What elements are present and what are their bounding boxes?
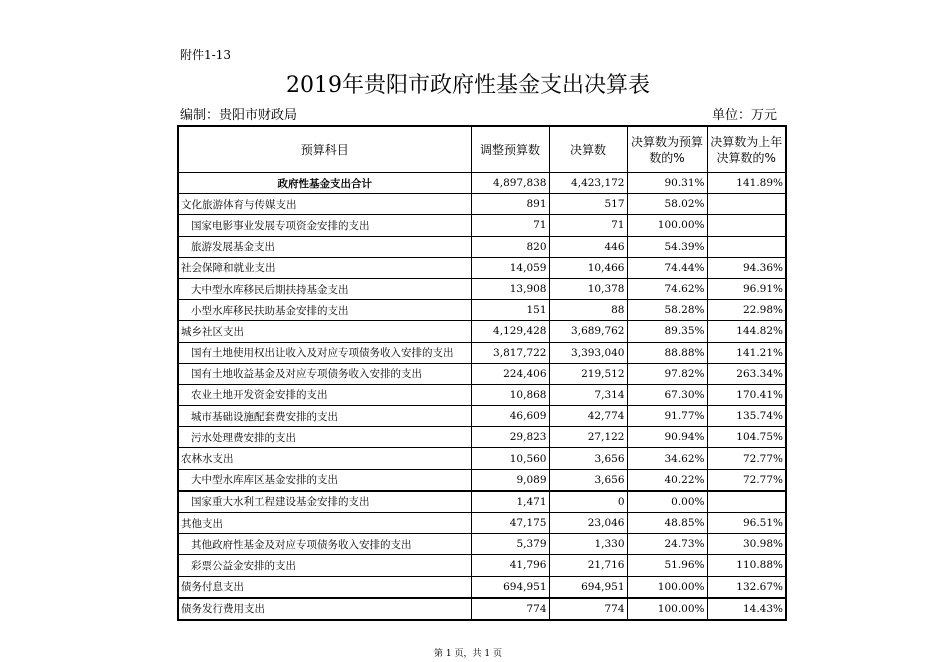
cell-pct-prev: 22.98% — [707, 300, 786, 321]
cell-item: 债务发行费用支出 — [178, 598, 471, 620]
cell-item: 大中型水库库区基金安排的支出 — [178, 469, 471, 491]
cell-pct-prev: 104.75% — [707, 427, 786, 448]
cell-final: 21,716 — [549, 555, 627, 576]
cell-adjusted: 46,609 — [471, 406, 549, 427]
table-row — [178, 321, 786, 342]
cell-adjusted: 5,379 — [471, 534, 549, 555]
cell-adjusted: 891 — [471, 194, 549, 215]
cell-pct-budget: 58.28% — [627, 300, 707, 321]
cell-adjusted: 820 — [471, 236, 549, 257]
cell-pct-prev: 141.21% — [707, 342, 786, 363]
cell-pct-prev: 263.34% — [707, 363, 786, 384]
cell-pct-prev — [707, 215, 786, 236]
cell-item: 彩票公益金安排的支出 — [178, 555, 471, 576]
cell-final: 71 — [549, 215, 627, 236]
cell-adjusted: 10,560 — [471, 448, 549, 469]
cell-final: 10,466 — [549, 257, 627, 278]
table-row — [178, 576, 786, 598]
cell-adjusted: 13,908 — [471, 278, 549, 299]
cell-item: 旅游发展基金支出 — [178, 236, 471, 257]
cell-adjusted: 9,089 — [471, 469, 549, 491]
cell-pct-prev: 135.74% — [707, 406, 786, 427]
table-row — [178, 448, 786, 469]
cell-final: 0 — [549, 491, 627, 513]
cell-final: 3,656 — [549, 469, 627, 491]
cell-adjusted: 29,823 — [471, 427, 549, 448]
cell-pct-prev: 96.51% — [707, 513, 786, 534]
cell-final: 3,656 — [549, 448, 627, 469]
table-row — [178, 555, 786, 576]
cell-item: 城市基础设施配套费安排的支出 — [178, 406, 471, 427]
cell-pct-budget: 90.31% — [627, 173, 707, 194]
table-row — [178, 236, 786, 257]
cell-pct-budget: 24.73% — [627, 534, 707, 555]
cell-item: 国有土地收益基金及对应专项债务收入安排的支出 — [178, 363, 471, 384]
table-row — [178, 215, 786, 236]
cell-pct-budget: 51.96% — [627, 555, 707, 576]
table-row — [178, 278, 786, 299]
cell-final: 446 — [549, 236, 627, 257]
cell-pct-budget: 54.39% — [627, 236, 707, 257]
table-row — [178, 342, 786, 363]
cell-adjusted: 71 — [471, 215, 549, 236]
cell-item: 国家电影事业发展专项资金安排的支出 — [178, 215, 471, 236]
header-item: 预算科目 — [178, 126, 471, 173]
cell-final: 3,689,762 — [549, 321, 627, 342]
table-row — [178, 406, 786, 427]
cell-pct-budget: 67.30% — [627, 384, 707, 405]
cell-adjusted: 4,897,838 — [471, 173, 549, 194]
cell-adjusted: 4,129,428 — [471, 321, 549, 342]
cell-adjusted: 47,175 — [471, 513, 549, 534]
cell-final: 219,512 — [549, 363, 627, 384]
cell-item: 其他支出 — [178, 513, 471, 534]
cell-item: 农业土地开发资金安排的支出 — [178, 384, 471, 405]
cell-pct-budget: 100.00% — [627, 576, 707, 598]
cell-adjusted: 694,951 — [471, 576, 549, 598]
cell-adjusted: 1,471 — [471, 491, 549, 513]
cell-pct-budget: 0.00% — [627, 491, 707, 513]
cell-adjusted: 224,406 — [471, 363, 549, 384]
attachment-label: 附件1-13 — [180, 48, 231, 62]
header-final: 决算数 — [549, 126, 627, 173]
cell-final: 42,774 — [549, 406, 627, 427]
cell-pct-prev: 170.41% — [707, 384, 786, 405]
cell-item: 城乡社区支出 — [178, 321, 471, 342]
header-pct-budget: 决算数为预算数的% — [627, 126, 707, 173]
cell-final: 23,046 — [549, 513, 627, 534]
page-footer: 第 1 页，共 1 页 — [434, 649, 502, 659]
cell-adjusted: 41,796 — [471, 555, 549, 576]
cell-item: 文化旅游体育与传媒支出 — [178, 194, 471, 215]
cell-adjusted: 774 — [471, 598, 549, 620]
cell-pct-prev: 72.77% — [707, 469, 786, 491]
cell-pct-prev: 132.67% — [707, 576, 786, 598]
cell-pct-budget: 74.62% — [627, 278, 707, 299]
cell-pct-prev: 141.89% — [707, 173, 786, 194]
cell-final: 10,378 — [549, 278, 627, 299]
cell-adjusted: 14,059 — [471, 257, 549, 278]
cell-pct-budget: 100.00% — [627, 215, 707, 236]
cell-pct-budget: 40.22% — [627, 469, 707, 491]
cell-pct-prev — [707, 236, 786, 257]
cell-final: 27,122 — [549, 427, 627, 448]
compiler-label: 编制：贵阳市财政局 — [180, 108, 298, 123]
table-row — [178, 300, 786, 321]
table-row — [178, 173, 786, 194]
table-row — [178, 363, 786, 384]
cell-item: 小型水库移民扶助基金安排的支出 — [178, 300, 471, 321]
table-row — [178, 513, 786, 534]
cell-pct-prev: 96.91% — [707, 278, 786, 299]
cell-pct-budget: 90.94% — [627, 427, 707, 448]
table-row — [178, 598, 786, 620]
cell-final: 694,951 — [549, 576, 627, 598]
cell-item: 国家重大水利工程建设基金安排的支出 — [178, 491, 471, 513]
cell-pct-budget: 88.88% — [627, 342, 707, 363]
cell-adjusted: 3,817,722 — [471, 342, 549, 363]
cell-pct-prev: 30.98% — [707, 534, 786, 555]
cell-pct-prev — [707, 194, 786, 215]
cell-item: 债务付息支出 — [178, 576, 471, 598]
cell-final: 4,423,172 — [549, 173, 627, 194]
table-header-row — [178, 126, 786, 173]
cell-pct-prev: 110.88% — [707, 555, 786, 576]
table-row — [178, 491, 786, 513]
cell-pct-budget: 100.00% — [627, 598, 707, 620]
cell-pct-budget: 34.62% — [627, 448, 707, 469]
cell-pct-budget: 74.44% — [627, 257, 707, 278]
cell-final: 774 — [549, 598, 627, 620]
cell-final: 7,314 — [549, 384, 627, 405]
cell-final: 88 — [549, 300, 627, 321]
cell-pct-prev: 72.77% — [707, 448, 786, 469]
unit-label: 单位：万元 — [712, 108, 778, 123]
page-title: 2019年贵阳市政府性基金支出决算表 — [286, 73, 650, 98]
cell-pct-prev — [707, 491, 786, 513]
table-row — [178, 534, 786, 555]
table-row — [178, 384, 786, 405]
cell-item: 政府性基金支出合计 — [178, 173, 471, 194]
cell-final: 3,393,040 — [549, 342, 627, 363]
cell-pct-budget: 91.77% — [627, 406, 707, 427]
table-row — [178, 194, 786, 215]
cell-item: 农林水支出 — [178, 448, 471, 469]
cell-pct-budget: 97.82% — [627, 363, 707, 384]
cell-item: 国有土地使用权出让收入及对应专项债务收入安排的支出 — [178, 342, 471, 363]
expenditure-table — [177, 125, 787, 621]
header-adjusted: 调整预算数 — [471, 126, 549, 173]
cell-item: 其他政府性基金及对应专项债务收入安排的支出 — [178, 534, 471, 555]
cell-item: 污水处理费安排的支出 — [178, 427, 471, 448]
cell-pct-prev: 94.36% — [707, 257, 786, 278]
cell-item: 大中型水库移民后期扶持基金支出 — [178, 278, 471, 299]
cell-pct-prev: 14.43% — [707, 598, 786, 620]
table-row — [178, 469, 786, 491]
cell-final: 1,330 — [549, 534, 627, 555]
header-pct-prev: 决算数为上年决算数的% — [707, 126, 786, 173]
table-row — [178, 257, 786, 278]
cell-pct-prev: 144.82% — [707, 321, 786, 342]
cell-pct-budget: 48.85% — [627, 513, 707, 534]
cell-item: 社会保障和就业支出 — [178, 257, 471, 278]
cell-final: 517 — [549, 194, 627, 215]
table-row — [178, 427, 786, 448]
cell-adjusted: 151 — [471, 300, 549, 321]
cell-adjusted: 10,868 — [471, 384, 549, 405]
cell-pct-budget: 89.35% — [627, 321, 707, 342]
cell-pct-budget: 58.02% — [627, 194, 707, 215]
